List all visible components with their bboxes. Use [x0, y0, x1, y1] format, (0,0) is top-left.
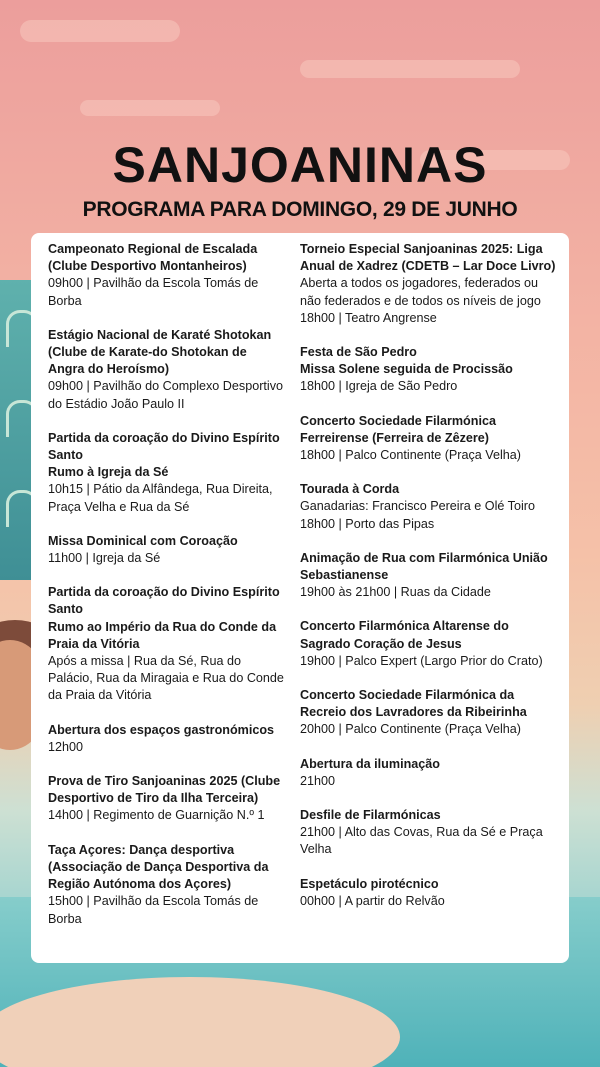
- event-detail: 18h00 | Palco Continente (Praça Velha): [300, 448, 522, 463]
- event-item: [48, 722, 284, 756]
- event-detail: 09h00 | Pavilhão do Complexo Desportivo do Estádio João Paulo II: [48, 379, 283, 411]
- page-subtitle: PROGRAMA PARA DOMINGO, 29 DE JUNHO: [82, 198, 518, 221]
- event-title: Missa Dominical com Coroação: [48, 533, 238, 548]
- event-title: Partida da coroação do Divino Espírito Santo Rumo à Igreja da Sé: [48, 430, 280, 480]
- event-detail: Ganadarias: Francisco Pereira e Olé Toiro 18h00 | Porto das Pipas: [300, 499, 535, 531]
- event-title: Espetáculo pirotécnico: [300, 876, 439, 891]
- event-detail: 15h00 | Pavilhão da Escola Tomás de Borba: [48, 894, 259, 926]
- event-item: [300, 344, 556, 396]
- program-column-right: [300, 241, 556, 927]
- event-item: [300, 876, 556, 910]
- event-title: Animação de Rua com Filarmónica União Sebastianense: [300, 550, 548, 583]
- event-title: Partida da coroação do Divino Espírito Santo Rumo ao Império da Rua do Conde da Praia da Vitória: [48, 585, 280, 651]
- event-item: [300, 413, 556, 465]
- event-detail: 09h00 | Pavilhão da Escola Tomás de Borba: [48, 276, 259, 308]
- event-item: [48, 430, 284, 516]
- event-item: [48, 241, 284, 310]
- event-title: Concerto Sociedade Filarmónica da Recreio dos Lavradores da Ribeirinha: [300, 688, 527, 720]
- event-item: [300, 687, 556, 739]
- event-title: Tourada à Corda: [300, 482, 400, 497]
- event-title: Estágio Nacional de Karaté Shotokan (Clube de Karate-do Shotokan de Angra do Heroísmo): [48, 327, 272, 377]
- event-detail: Aberta a todos os jogadores, federados ou não federados e de todos os níveis de jogo 18h00 | Teatro Angrense: [300, 276, 541, 325]
- event-item: [300, 241, 556, 327]
- event-item: [48, 842, 284, 928]
- event-title: Concerto Sociedade Filarmónica Ferreirense (Ferreira de Zêzere): [300, 413, 496, 445]
- event-item: [48, 584, 284, 704]
- event-detail: 19h00 às 21h00 | Ruas da Cidade: [300, 585, 491, 600]
- event-title: Torneio Especial Sanjoaninas 2025: Liga Anual de Xadrez (CDETB – Lar Doce Livro): [300, 242, 556, 274]
- program-column-left: [48, 241, 284, 945]
- event-title: Desfile de Filarmónicas: [300, 808, 441, 823]
- cloud-shape: [80, 100, 220, 116]
- event-item: [48, 773, 284, 825]
- event-detail: 21h00 | Alto das Covas, Rua da Sé e Praça Velha: [300, 825, 543, 857]
- cloud-shape: [300, 60, 520, 78]
- event-detail: Após a missa | Rua da Sé, Rua do Palácio, Rua da Miragaia e Rua do Conde da Praia da Vitória: [48, 654, 284, 703]
- event-title: Abertura dos espaços gastronómicos: [48, 722, 275, 737]
- event-title: Abertura da iluminação: [300, 756, 440, 771]
- event-item: [300, 550, 556, 602]
- event-detail: 21h00: [300, 773, 336, 788]
- event-detail: 14h00 | Regimento de Guarnição N.º 1: [48, 808, 265, 823]
- event-detail: 20h00 | Palco Continente (Praça Velha): [300, 722, 522, 737]
- event-title: Festa de São Pedro Missa Solene seguida de Procissão: [300, 345, 513, 377]
- event-detail: 19h00 | Palco Expert (Largo Prior do Crato): [300, 653, 543, 668]
- event-detail: 10h15 | Pátio da Alfândega, Rua Direita, Praça Velha e Rua da Sé: [48, 482, 273, 514]
- event-detail: 00h00 | A partir do Relvão: [300, 893, 445, 908]
- event-title: Prova de Tiro Sanjoaninas 2025 (Clube Desportivo de Tiro da Ilha Terceira): [48, 774, 281, 806]
- event-detail: 18h00 | Igreja de São Pedro: [300, 379, 458, 394]
- event-title: Campeonato Regional de Escalada (Clube Desportivo Montanheiros): [48, 242, 258, 274]
- event-detail: 12h00: [48, 739, 84, 754]
- event-item: [300, 618, 556, 670]
- page-title: SANJOANINAS: [112, 137, 488, 193]
- event-detail: 11h00 | Igreja da Sé: [48, 551, 161, 566]
- event-item: [300, 807, 556, 859]
- event-item: [300, 481, 556, 533]
- cloud-shape: [20, 20, 180, 42]
- event-title: Concerto Filarmónica Altarense do Sagrado Coração de Jesus: [300, 619, 509, 651]
- event-item: [48, 533, 284, 567]
- event-title: Taça Açores: Dança desportiva (Associação de Dança Desportiva da Região Autónoma dos Açores): [48, 842, 269, 892]
- event-item: [48, 327, 284, 413]
- event-item: [300, 756, 556, 790]
- program-card: [31, 233, 569, 963]
